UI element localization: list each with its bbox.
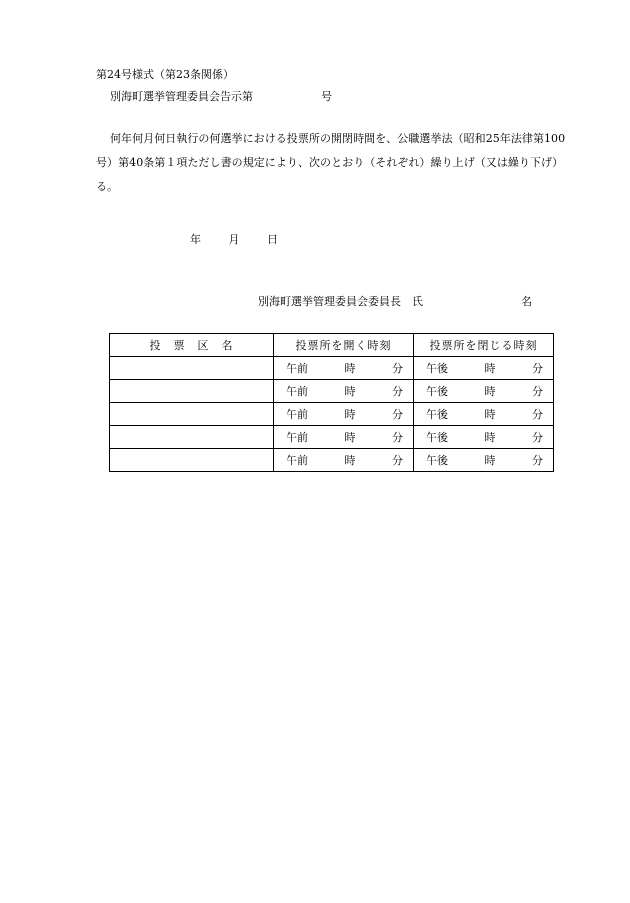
- polling-hours-table: [109, 333, 554, 472]
- close-hour-label: 時: [484, 385, 496, 398]
- close-hour-label: 時: [484, 431, 496, 444]
- close-time-cell: [414, 357, 554, 380]
- signer-title: 別海町選挙管理委員会委員長 氏: [258, 295, 423, 308]
- open-hour-label: 時: [344, 454, 356, 467]
- close-time-cell: [414, 403, 554, 426]
- notice-number-line: [110, 88, 332, 104]
- header-district: 投 票 区 名: [110, 334, 274, 357]
- open-time-cell: [274, 403, 414, 426]
- close-hour-label: 時: [484, 362, 496, 375]
- close-minute-label: 分: [532, 408, 543, 421]
- table-row: [110, 380, 554, 403]
- open-period: 午前: [286, 385, 308, 398]
- close-period: 午後: [426, 385, 448, 398]
- district-cell: [110, 426, 274, 449]
- open-period: 午前: [286, 408, 308, 421]
- close-period: 午後: [426, 454, 448, 467]
- notice-body: 何年何月何日執行の何選挙における投票所の開閉時間を、公職選挙法（昭和25年法律第100号）第40条第１項ただし書の規定により、次のとおり（それぞれ）繰り上げ（又は繰り下げ）る。: [96, 132, 566, 193]
- district-cell: [110, 357, 274, 380]
- close-minute-label: 分: [532, 362, 543, 375]
- table-header-row: [110, 334, 554, 357]
- open-time-cell: [274, 426, 414, 449]
- close-hour-label: 時: [484, 454, 496, 467]
- close-time-cell: [414, 380, 554, 403]
- open-time-cell: [274, 449, 414, 472]
- close-period: 午後: [426, 431, 448, 444]
- table-row: [110, 426, 554, 449]
- open-minute-label: 分: [392, 454, 403, 467]
- open-hour-label: 時: [344, 385, 356, 398]
- open-minute-label: 分: [392, 362, 403, 375]
- close-minute-label: 分: [532, 431, 543, 444]
- signer-line: [258, 293, 532, 309]
- close-minute-label: 分: [532, 385, 543, 398]
- open-period: 午前: [286, 454, 308, 467]
- open-hour-label: 時: [344, 362, 356, 375]
- close-period: 午後: [426, 408, 448, 421]
- open-hour-label: 時: [344, 408, 356, 421]
- open-hour-label: 時: [344, 431, 356, 444]
- form-number: 第24号様式（第23条関係）: [96, 68, 234, 81]
- table-row: [110, 403, 554, 426]
- district-cell: [110, 449, 274, 472]
- table-row: [110, 357, 554, 380]
- open-minute-label: 分: [392, 385, 403, 398]
- date-year: 年: [190, 233, 201, 246]
- date-line: [190, 231, 302, 247]
- open-time-cell: [274, 380, 414, 403]
- close-time-cell: [414, 426, 554, 449]
- close-time-cell: [414, 449, 554, 472]
- open-period: 午前: [286, 431, 308, 444]
- notice-prefix: 別海町選挙管理委員会告示第: [110, 90, 253, 103]
- close-hour-label: 時: [484, 408, 496, 421]
- header-close-time: 投票所を閉じる時刻: [414, 334, 554, 357]
- signer-name-suffix: 名: [521, 295, 532, 308]
- open-minute-label: 分: [392, 408, 403, 421]
- district-cell: [110, 403, 274, 426]
- header-open-time: 投票所を開く時刻: [274, 334, 414, 357]
- open-time-cell: [274, 357, 414, 380]
- date-month: 月: [228, 233, 240, 246]
- close-minute-label: 分: [532, 454, 543, 467]
- notice-suffix: 号: [321, 90, 332, 103]
- district-cell: [110, 380, 274, 403]
- open-minute-label: 分: [392, 431, 403, 444]
- table-row: [110, 449, 554, 472]
- date-day: 日: [267, 233, 278, 246]
- open-period: 午前: [286, 362, 308, 375]
- close-period: 午後: [426, 362, 448, 375]
